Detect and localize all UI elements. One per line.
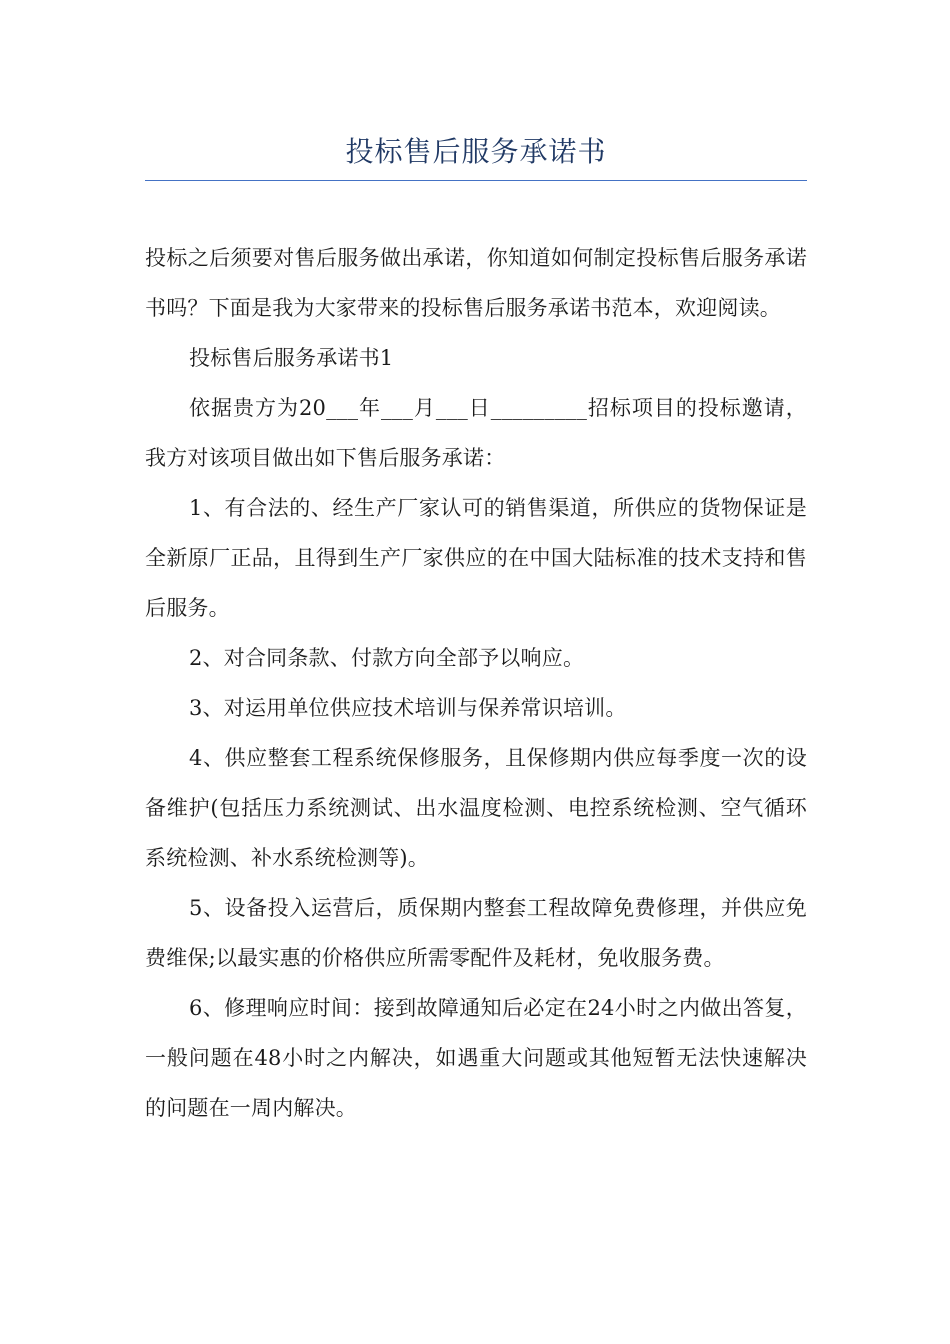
document-title: 投标售后服务承诺书: [345, 135, 607, 168]
title-underline: [145, 180, 807, 181]
commitment-item-6: 6、修理响应时间：接到故障通知后必定在24小时之内做出答复，一般问题在48小时之内解决，如遇重大问题或其他短暂无法快速解决的问题在一周内解决。: [145, 996, 807, 1120]
commitment-item-1: 1、有合法的、经生产厂家认可的销售渠道，所供应的货物保证是全新原厂正品，且得到生产厂家供应的在中国大陆标准的技术支持和售后服务。: [145, 496, 807, 620]
commitment-item-4: 4、供应整套工程系统保修服务，且保修期内供应每季度一次的设备维护(包括压力系统测试、出水温度检测、电控系统检测、空气循环系统检测、补水系统检测等)。: [145, 746, 807, 870]
document-body: [145, 233, 807, 1133]
intro-paragraph: 投标之后须要对售后服务做出承诺，你知道如何制定投标售后服务承诺书吗？下面是我为大家带来的投标售后服务承诺书范本，欢迎阅读。: [145, 246, 807, 320]
commitment-item-3: 3、对运用单位供应技术培训与保养常识培训。: [189, 696, 627, 720]
paragraph: 依据贵方为20___年___月___日_________招标项目的投标邀请，我方对该项目做出如下售后服务承诺：: [145, 396, 807, 470]
commitment-item-2: 2、对合同条款、付款方向全部予以响应。: [189, 646, 585, 670]
section-heading: 投标售后服务承诺书1: [189, 346, 394, 370]
commitment-item-5: 5、设备投入运营后，质保期内整套工程故障免费修理，并供应免费维保;以最实惠的价格供应所需零配件及耗材，免收服务费。: [145, 896, 807, 970]
